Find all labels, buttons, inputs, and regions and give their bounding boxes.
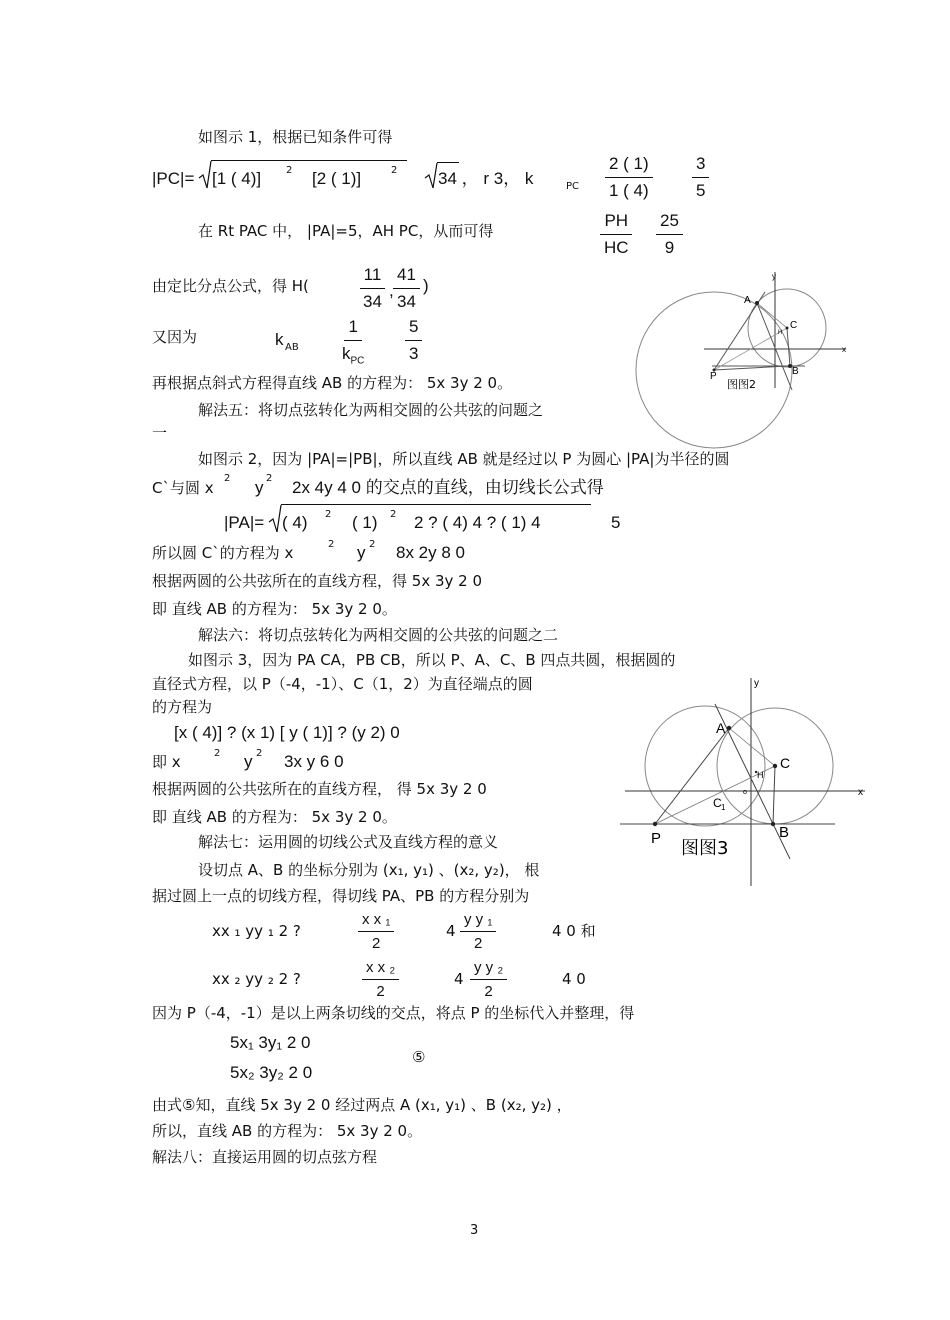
method-6-line-3: 的方程为 <box>152 698 213 716</box>
frac-hc: HC <box>604 238 629 257</box>
m6-sup-x: 2 <box>214 748 221 759</box>
m7-eq2-m: 4 <box>454 970 464 988</box>
fig2-label-c: C <box>790 320 798 331</box>
kab-den <box>338 341 368 372</box>
frac-9: 9 <box>664 238 675 257</box>
figure-3 <box>615 674 870 889</box>
m6-result: 即 直线 AB 的方程为： 5x 3y 2 0。 <box>152 808 397 826</box>
m7-eq2-d2: 2 <box>484 983 493 1000</box>
pc-radicand-2: [2 ( 1)] <box>312 169 362 188</box>
pc-sup-1: 2 <box>286 165 293 176</box>
fig2-label-x: x <box>842 345 846 354</box>
h-y-num: 41 <box>393 264 420 289</box>
method-5-line-2c: 2x 4y 4 0 的交点的直线，由切线长公式得 <box>292 478 604 497</box>
m7-eq1-n1: x x ₁ <box>358 910 394 932</box>
m5-common-chord: 根据两圆的公共弦所在的直线方程，得 5x 3y 2 0 <box>152 572 483 590</box>
fig3-label-c1: C <box>713 796 722 810</box>
pc-radicand-1: [1 ( 4)] <box>212 169 262 188</box>
method-5-line-1: 如图示 2，因为 |PA|=|PB|，所以直线 AB 就是经过以 P 为圆心 |PA|为半径的圆 <box>198 450 730 468</box>
m7-system-2: 5x₂ 3y₂ 2 0 <box>230 1063 313 1082</box>
h-y-den: 34 <box>397 292 416 311</box>
kpc-fraction <box>605 153 653 202</box>
kpc-num: 2 ( 1) <box>605 153 653 178</box>
m5-pa-rad-3: 2 ? ( 4) 4 ? ( 1) 4 <box>414 513 541 532</box>
m5-pa-sup-2: 2 <box>390 509 397 520</box>
intro-line: 如图示 1，根据已知条件可得 <box>198 128 393 146</box>
m5-circle-c: 8x 2y 8 0 <box>396 543 465 562</box>
m5-c-sup-y: 2 <box>369 539 376 550</box>
fig3-caption: 图图3 <box>681 838 729 859</box>
h-comma: , <box>389 281 394 300</box>
fig2-label-h: H <box>778 330 783 336</box>
m7-eq2-end: 4 0 <box>562 970 586 988</box>
sqrt-bar-34 <box>437 162 459 163</box>
kab-5: 5 <box>405 316 422 341</box>
frac-ph: PH <box>600 210 632 235</box>
m7-result: 所以，直线 AB 的方程为： 5x 3y 2 0。 <box>152 1122 423 1140</box>
sqrt-bar <box>211 160 407 161</box>
m5-pa-rad-1: ( 4) <box>282 513 308 532</box>
sqrt-sign-34 <box>424 162 438 190</box>
m5-sqrt-bar <box>281 504 591 505</box>
m5-pa-result: 5 <box>611 513 621 532</box>
m6-ji-c: 3x y 6 0 <box>284 752 344 771</box>
m6-sup-y: 2 <box>256 748 263 759</box>
m7-eq1-a: xx ₁ yy ₁ 2 ? <box>212 922 301 940</box>
m6-common-chord: 根据两圆的公共弦所在的直线方程， 得 5x 3y 2 0 <box>152 780 487 798</box>
fig3-label-o: o <box>743 789 747 796</box>
method-5-title-cont: 一 <box>152 424 168 442</box>
fig2-label-y: y <box>772 272 776 281</box>
m5-pa-lhs: |PA|= <box>224 513 265 532</box>
ab-line-equation: 再根据点斜式方程得直线 AB 的方程为： 5x 3y 2 0。 <box>152 374 513 392</box>
h-line: 由定比分点公式，得 H( <box>152 277 309 295</box>
fig3-label-b: B <box>779 824 790 841</box>
fig3-label-p: P <box>651 830 662 847</box>
figure-2 <box>630 270 855 455</box>
kab-k: k <box>275 330 284 349</box>
h-x-den: 34 <box>363 292 382 311</box>
page-number: 3 <box>470 1223 479 1238</box>
m5-result: 即 直线 AB 的方程为： 5x 3y 2 0。 <box>152 600 397 618</box>
frac-3-5-num: 3 <box>692 153 709 178</box>
m7-eq1-frac1 <box>358 910 394 953</box>
fig3-label-h: H <box>757 770 764 780</box>
m7-eq1-d1: 2 <box>372 935 381 952</box>
m6-ji-a: 即 x <box>152 753 181 771</box>
m5-pa-rad-2: ( 1) <box>352 513 378 532</box>
h-x-num: 11 <box>360 264 386 289</box>
method-5-line-2b: y <box>255 478 264 497</box>
rt-pac-line: 在 Rt PAC 中， |PA|=5，AH PC，从而可得 <box>198 222 494 240</box>
m6-ji-b: y <box>244 752 253 771</box>
m5-sqrt-sign <box>268 504 282 534</box>
m7-eq2-frac2 <box>470 958 507 1001</box>
m7-eq2-d1: 2 <box>376 983 385 1000</box>
h-y-fraction <box>393 264 420 313</box>
method-6-equation: [x ( 4)] ? (x 1) [ y ( 1)] ? (y 2) 0 <box>174 723 400 742</box>
fig3-label-y: y <box>754 678 759 689</box>
pc-rest: 34 ， r 3， k <box>438 169 534 188</box>
fig3-label-x: x <box>858 787 863 798</box>
m5-c-sup-x: 2 <box>328 539 335 550</box>
kab-lead: 又因为 <box>152 328 198 346</box>
frac-ph-hc <box>600 210 633 259</box>
m7-eq1-d2: 2 <box>474 935 483 952</box>
kab-fraction <box>338 316 368 372</box>
m5-sup-x: 2 <box>224 473 231 484</box>
fig2-label-p: P <box>710 371 717 382</box>
frac-3-5 <box>692 153 709 202</box>
m7-system-1: 5x₁ 3y₁ 2 0 <box>230 1033 311 1052</box>
h-close: ) <box>423 276 429 295</box>
m7-eq2-n2: y y ₂ <box>470 958 507 980</box>
pc-sub: PC <box>566 181 580 192</box>
m5-pa-sup-1: 2 <box>325 509 332 520</box>
m7-eq1-frac2 <box>460 910 496 953</box>
method-7-line-1: 设切点 A、B 的坐标分别为 (x₁, y₁) 、(x₂, y₂)， 根 <box>198 861 540 879</box>
fig2-caption: 图图2 <box>727 378 756 391</box>
fig2-label-a: A <box>744 295 751 306</box>
method-5-line-2a: C`与圆 x <box>152 479 214 497</box>
kab-sub: AB <box>285 342 299 353</box>
method-8-title: 解法八：直接运用圆的切点弦方程 <box>152 1148 378 1166</box>
frac-3-5-den: 5 <box>696 181 706 200</box>
pc-lhs: |PC|= <box>152 169 195 188</box>
frac-25: 25 <box>656 210 683 235</box>
method-6-line-1: 如图示 3，因为 PA CA，PB CB，所以 P、A、C、B 四点共圆，根据圆的 <box>188 651 676 669</box>
method-7-title: 解法七：运用圆的切线公式及直线方程的意义 <box>198 833 499 851</box>
fig2-label-b: B <box>792 366 799 377</box>
m7-eq1-end: 4 0 和 <box>552 922 596 940</box>
kab-den-k: k <box>342 344 351 363</box>
fig3-label-c: C <box>780 755 791 771</box>
m7-eq1-n2: y y ₁ <box>460 910 496 932</box>
method-6-line-2: 直径式方程，以 P（-4，-1）、C（1，2）为直径端点的圆 <box>152 675 533 693</box>
kab-den-sub: PC <box>350 355 365 367</box>
m7-eq2-n1: x x ₂ <box>362 958 399 980</box>
method-6-title: 解法六：将切点弦转化为两相交圆的公共弦的问题之二 <box>198 626 559 644</box>
h-x-fraction <box>359 264 386 313</box>
kpc-den: 1 ( 4) <box>609 181 649 200</box>
fig3-label-c1-sub: 1 <box>721 803 726 812</box>
sqrt-sign <box>198 160 212 190</box>
m7-from-eq5: 由式⑤知，直线 5x 3y 2 0 经过两点 A (x₁, y₁) 、B (x₂, y₂) ， <box>152 1096 572 1114</box>
method-5-title: 解法五：将切点弦转化为两相交圆的公共弦的问题之 <box>198 401 544 419</box>
m5-circle-a: 所以圆 C`的方程为 x <box>152 544 294 562</box>
m7-eq-ref: ⑤ <box>412 1048 426 1066</box>
m7-eq2-a: xx ₂ yy ₂ 2 ? <box>212 970 301 988</box>
m7-eq1-m: 4 <box>446 922 456 940</box>
m7-eq2-frac1 <box>362 958 399 1001</box>
fig3-label-a: A <box>716 720 726 736</box>
frac-25-9 <box>656 210 683 259</box>
method-7-line-2: 据过圆上一点的切线方程，得切线 PA、PB 的方程分别为 <box>152 887 530 905</box>
kab-num: 1 <box>344 316 361 341</box>
m7-substitute: 因为 P（-4，-1）是以上两条切线的交点，将点 P 的坐标代入并整理，得 <box>152 1004 635 1022</box>
kab-5-3 <box>405 316 422 365</box>
m5-circle-b: y <box>357 543 366 562</box>
kab-3: 3 <box>409 344 419 363</box>
m5-sup-y: 2 <box>266 473 273 484</box>
pc-sup-2: 2 <box>391 165 398 176</box>
